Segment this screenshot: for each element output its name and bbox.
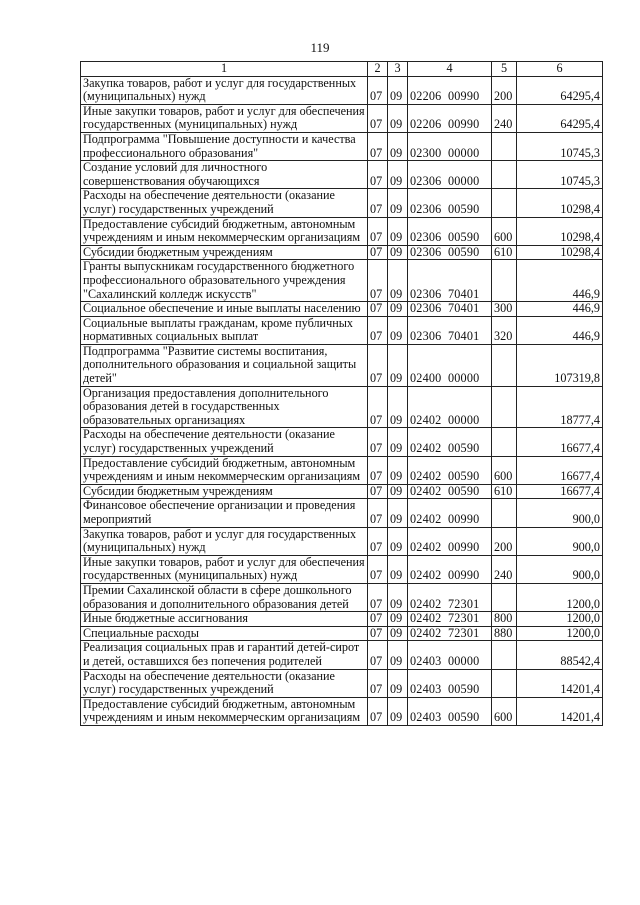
table-row [81,344,603,386]
table-row [81,302,603,317]
row-amount: 900,0 [517,527,603,555]
row-name: Расходы на обеспечение деятельности (оказание услуг) государственных учреждений [81,189,368,217]
table-row [81,217,603,245]
row-target-article: 02400 00000 [408,344,492,386]
row-name: Иные закупки товаров, работ и услуг для обеспечения государственных (муниципальных) нужд [81,104,368,132]
table-body [81,76,603,725]
table-row [81,161,603,189]
row-expense-type: 610 [492,245,517,260]
row-name: Финансовое обеспечение организации и проведения мероприятий [81,499,368,527]
row-target-article: 02403 00590 [408,669,492,697]
row-amount: 10745,3 [517,161,603,189]
table-row [81,626,603,641]
row-amount: 88542,4 [517,641,603,669]
row-section: 07 [368,260,388,302]
row-expense-type [492,428,517,456]
row-name: Реализация социальных прав и гарантий детей-сирот и детей, оставшихся без попечения родителей [81,641,368,669]
row-amount: 1200,0 [517,583,603,611]
row-name: Подпрограмма "Развитие системы воспитания, дополнительного образования и социальной защиты детей" [81,344,368,386]
row-subsection: 09 [388,697,408,725]
row-section: 07 [368,132,388,160]
row-target-article: 02402 00590 [408,428,492,456]
row-section: 07 [368,76,388,104]
row-section: 07 [368,626,388,641]
table-row [81,386,603,428]
row-expense-type: 610 [492,484,517,499]
header-row [81,62,603,77]
row-expense-type: 200 [492,76,517,104]
row-section: 07 [368,612,388,627]
row-target-article: 02300 00000 [408,132,492,160]
row-expense-type [492,641,517,669]
row-name: Создание условий для личностного совершенствования обучающихся [81,161,368,189]
table-row [81,499,603,527]
budget-table [80,61,603,726]
table-row [81,697,603,725]
row-amount: 16677,4 [517,456,603,484]
row-target-article: 02402 00590 [408,484,492,499]
row-amount: 446,9 [517,316,603,344]
row-section: 07 [368,189,388,217]
table-row [81,260,603,302]
row-name: Специальные расходы [81,626,368,641]
row-target-article: 02402 00990 [408,499,492,527]
row-section: 07 [368,697,388,725]
header-col-target-article: 4 [408,62,492,77]
row-expense-type [492,344,517,386]
row-name: Расходы на обеспечение деятельности (оказание услуг) государственных учреждений [81,669,368,697]
row-section: 07 [368,641,388,669]
row-expense-type [492,669,517,697]
table-row [81,456,603,484]
row-subsection: 09 [388,161,408,189]
row-subsection: 09 [388,344,408,386]
row-name: Закупка товаров, работ и услуг для государственных (муниципальных) нужд [81,527,368,555]
row-subsection: 09 [388,189,408,217]
row-section: 07 [368,527,388,555]
row-subsection: 09 [388,132,408,160]
row-subsection: 09 [388,302,408,317]
row-section: 07 [368,386,388,428]
table-row [81,428,603,456]
row-section: 07 [368,484,388,499]
row-section: 07 [368,344,388,386]
table-row [81,641,603,669]
row-target-article: 02402 00000 [408,386,492,428]
table-row [81,484,603,499]
row-target-article: 02206 00990 [408,76,492,104]
row-expense-type: 240 [492,555,517,583]
row-name: Социальное обеспечение и иные выплаты населению [81,302,368,317]
row-section: 07 [368,302,388,317]
row-amount: 16677,4 [517,484,603,499]
row-amount: 64295,4 [517,76,603,104]
table-row [81,245,603,260]
header-col-amount: 6 [517,62,603,77]
row-section: 07 [368,245,388,260]
row-expense-type: 600 [492,697,517,725]
row-subsection: 09 [388,104,408,132]
row-name: Предоставление субсидий бюджетным, автономным учреждениям и иным некоммерческим организациям [81,697,368,725]
row-section: 07 [368,161,388,189]
row-amount: 10298,4 [517,189,603,217]
row-expense-type: 200 [492,527,517,555]
table-row [81,316,603,344]
table-row [81,669,603,697]
row-subsection: 09 [388,456,408,484]
row-subsection: 09 [388,316,408,344]
row-expense-type [492,386,517,428]
row-target-article: 02403 00590 [408,697,492,725]
table-row [81,555,603,583]
row-section: 07 [368,217,388,245]
row-subsection: 09 [388,386,408,428]
table-row [81,104,603,132]
row-amount: 1200,0 [517,626,603,641]
row-amount: 18777,4 [517,386,603,428]
row-target-article: 02306 00590 [408,189,492,217]
row-amount: 446,9 [517,302,603,317]
row-target-article: 02306 70401 [408,302,492,317]
row-subsection: 09 [388,669,408,697]
header-col-subsection: 3 [388,62,408,77]
page-number: 119 [310,40,330,55]
row-expense-type [492,260,517,302]
row-name: Иные закупки товаров, работ и услуг для обеспечения государственных (муниципальных) нужд [81,555,368,583]
row-expense-type: 240 [492,104,517,132]
row-subsection: 09 [388,626,408,641]
table-row [81,132,603,160]
row-amount: 1200,0 [517,612,603,627]
row-section: 07 [368,499,388,527]
row-expense-type [492,583,517,611]
table-row [81,189,603,217]
row-target-article: 02402 72301 [408,612,492,627]
row-section: 07 [368,428,388,456]
row-name: Социальные выплаты гражданам, кроме публичных нормативных социальных выплат [81,316,368,344]
table-row [81,612,603,627]
row-expense-type [492,132,517,160]
row-subsection: 09 [388,555,408,583]
row-subsection: 09 [388,260,408,302]
row-section: 07 [368,669,388,697]
row-name: Гранты выпускникам государственного бюджетного профессионального образовательного учреждения "Сахалинский колледж искусств" [81,260,368,302]
table-row [81,583,603,611]
row-amount: 10298,4 [517,245,603,260]
row-subsection: 09 [388,428,408,456]
row-amount: 900,0 [517,499,603,527]
header-col-expense-type: 5 [492,62,517,77]
row-name: Подпрограмма "Повышение доступности и качества профессионального образования" [81,132,368,160]
row-section: 07 [368,104,388,132]
row-name: Предоставление субсидий бюджетным, автономным учреждениям и иным некоммерческим организациям [81,217,368,245]
row-target-article: 02206 00990 [408,104,492,132]
row-name: Иные бюджетные ассигнования [81,612,368,627]
row-target-article: 02306 00000 [408,161,492,189]
row-expense-type [492,189,517,217]
row-expense-type [492,161,517,189]
row-subsection: 09 [388,499,408,527]
row-amount: 446,9 [517,260,603,302]
row-subsection: 09 [388,641,408,669]
row-subsection: 09 [388,484,408,499]
row-expense-type: 600 [492,456,517,484]
row-target-article: 02403 00000 [408,641,492,669]
row-name: Расходы на обеспечение деятельности (оказание услуг) государственных учреждений [81,428,368,456]
row-expense-type [492,499,517,527]
row-expense-type: 320 [492,316,517,344]
row-amount: 14201,4 [517,697,603,725]
row-name: Премии Сахалинской области в сфере дошкольного образования и дополнительного образования детей [81,583,368,611]
header-col-section: 2 [368,62,388,77]
row-target-article: 02402 00590 [408,456,492,484]
row-subsection: 09 [388,245,408,260]
row-name: Субсидии бюджетным учреждениям [81,245,368,260]
row-amount: 10745,3 [517,132,603,160]
row-target-article: 02306 70401 [408,260,492,302]
header-col-name: 1 [81,62,368,77]
row-amount: 900,0 [517,555,603,583]
row-target-article: 02402 00990 [408,527,492,555]
row-section: 07 [368,583,388,611]
row-name: Закупка товаров, работ и услуг для государственных (муниципальных) нужд [81,76,368,104]
row-amount: 107319,8 [517,344,603,386]
row-section: 07 [368,316,388,344]
row-subsection: 09 [388,583,408,611]
row-subsection: 09 [388,217,408,245]
row-expense-type: 880 [492,626,517,641]
row-amount: 64295,4 [517,104,603,132]
row-amount: 10298,4 [517,217,603,245]
table-row [81,527,603,555]
row-subsection: 09 [388,527,408,555]
row-target-article: 02306 70401 [408,316,492,344]
row-amount: 14201,4 [517,669,603,697]
table-row [81,76,603,104]
row-expense-type: 300 [492,302,517,317]
row-name: Организация предоставления дополнительного образования детей в государственных образовательных организациях [81,386,368,428]
row-subsection: 09 [388,76,408,104]
row-name: Субсидии бюджетным учреждениям [81,484,368,499]
row-section: 07 [368,456,388,484]
row-target-article: 02402 00990 [408,555,492,583]
row-section: 07 [368,555,388,583]
row-expense-type: 800 [492,612,517,627]
row-target-article: 02306 00590 [408,217,492,245]
row-amount: 16677,4 [517,428,603,456]
row-name: Предоставление субсидий бюджетным, автономным учреждениям и иным некоммерческим организациям [81,456,368,484]
row-subsection: 09 [388,612,408,627]
row-target-article: 02402 72301 [408,583,492,611]
row-expense-type: 600 [492,217,517,245]
row-target-article: 02306 00590 [408,245,492,260]
row-target-article: 02402 72301 [408,626,492,641]
